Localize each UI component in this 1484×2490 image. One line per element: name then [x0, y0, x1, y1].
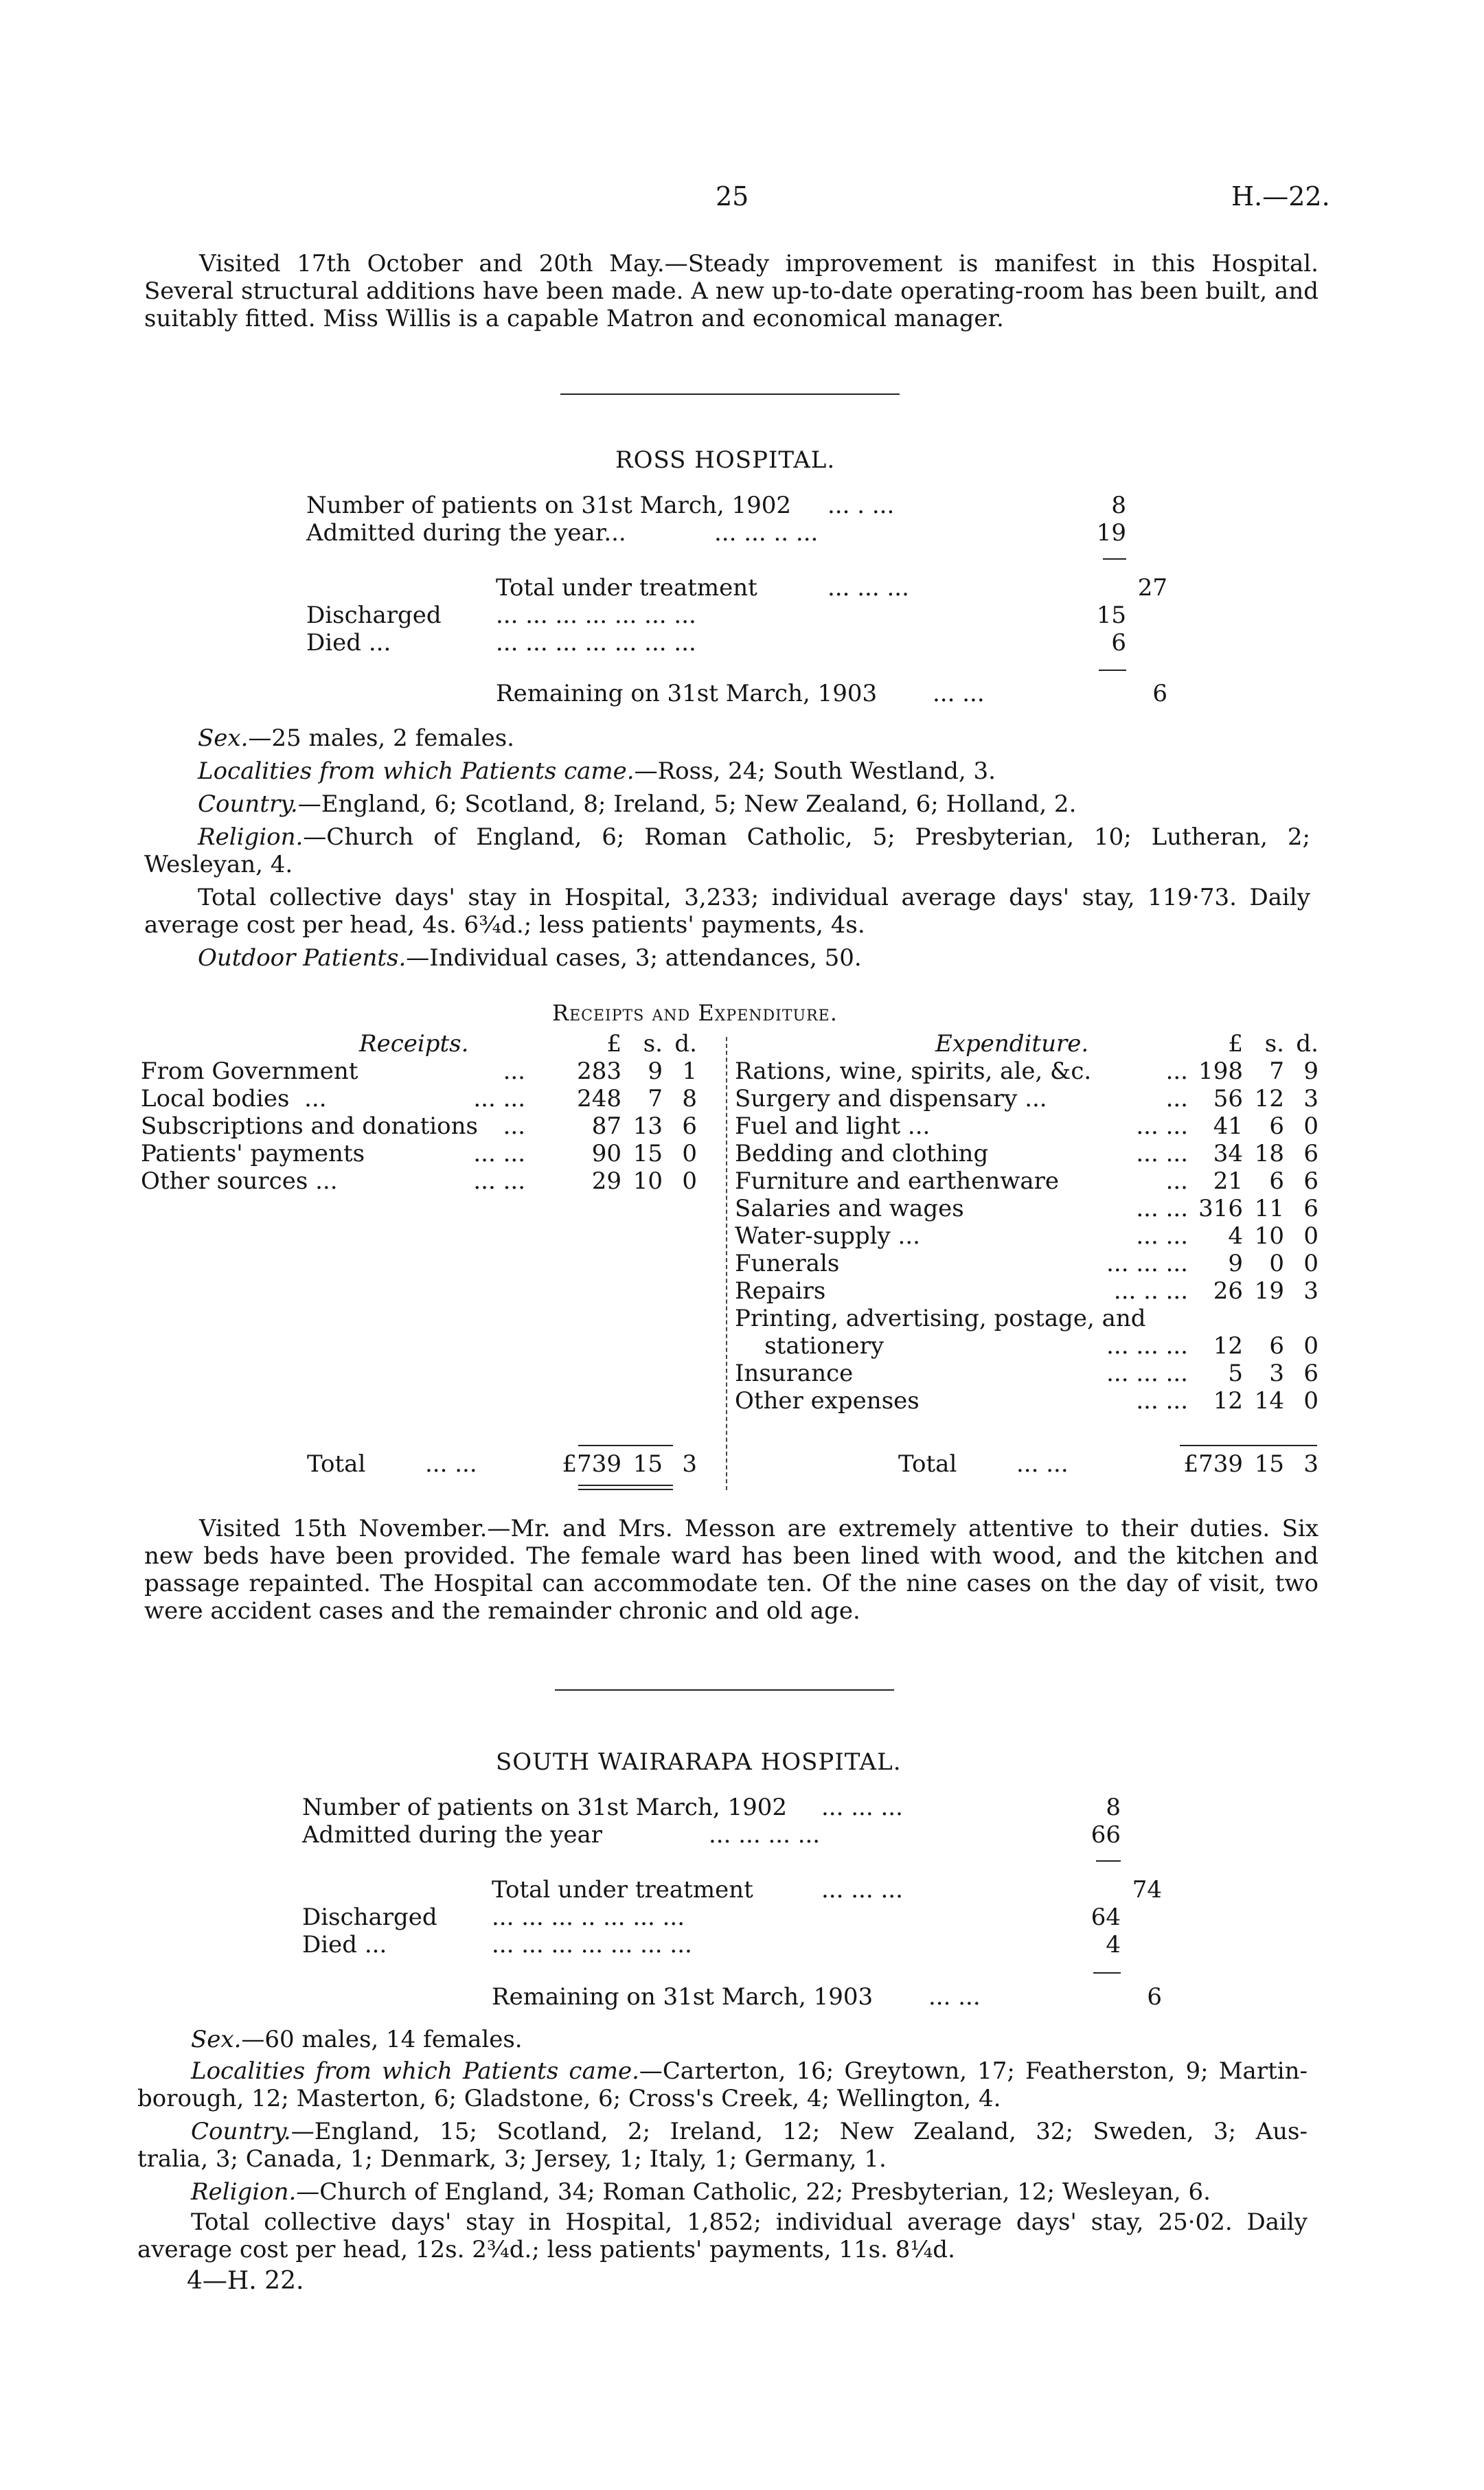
sw-total-value: 74: [1132, 1876, 1162, 1904]
expenditure-row: [735, 1058, 1339, 1085]
sw-admitted-label: Admitted during the year: [302, 1821, 603, 1849]
ross-religion-line: [198, 823, 1310, 851]
ross-died-value: 6: [1111, 629, 1126, 656]
receipts-item-pence: 0: [682, 1167, 697, 1195]
sw-admitted-leader: ... ... ... ...: [709, 1821, 821, 1849]
expenditure-item-shillings: 12: [1254, 1085, 1284, 1112]
receipts-row: [141, 1140, 724, 1167]
ross-died-leader: ... ... ... ... ... ... ...: [496, 629, 696, 656]
receipts-item-pounds: 29: [591, 1167, 621, 1195]
sw-total-leader: ... ... ...: [821, 1876, 903, 1904]
receipts-item-pounds: 248: [577, 1085, 621, 1112]
ross-remaining-leader: ... ...: [933, 680, 985, 707]
sw-discharged-value: 64: [1091, 1904, 1121, 1931]
expenditure-item-pounds: 12: [1213, 1332, 1243, 1360]
receipts-item-shillings: 9: [648, 1058, 663, 1085]
receipts-total-leader: ... ...: [425, 1450, 477, 1478]
receipts-item-pounds: 90: [591, 1140, 621, 1167]
receipts-total-row: [141, 1450, 724, 1478]
ross-stay-line2: average cost per head, 4s. 6¾d.; less patients' payments, 4s.: [144, 911, 865, 939]
expenditure-total-pounds: £739: [1183, 1450, 1243, 1478]
expenditure-item-label: Water-supply ...: [735, 1222, 920, 1250]
expenditure-row: [735, 1195, 1339, 1222]
expenditure-col-shillings: s.: [1264, 1030, 1284, 1058]
ross-sex-line: [198, 724, 514, 752]
expenditure-item-leader: ... .. ...: [1113, 1277, 1188, 1305]
receipts-item-label: Patients' payments: [141, 1140, 365, 1167]
ross-localities-label: Localities from which Patients came.: [198, 757, 635, 785]
receipts-header-row: [141, 1030, 724, 1058]
receipts-expenditure-title: Receipts and Expenditure.: [552, 1000, 838, 1026]
ross-subtotal-rule: [1103, 558, 1126, 560]
ross-patients-leader: ... . ...: [827, 492, 895, 519]
receipts-item-label: From Government: [141, 1058, 358, 1085]
table-divider: [726, 1037, 727, 1490]
sw-remaining-leader: ... ...: [928, 1983, 981, 2011]
expenditure-col-pounds: £: [1228, 1030, 1243, 1058]
ross-outdoor-label: Outdoor Patients.: [198, 944, 407, 972]
receipts-heading: Receipts.: [359, 1030, 469, 1058]
expenditure-item-label: Fuel and light ...: [735, 1112, 931, 1140]
expenditure-item-pounds: 9: [1228, 1250, 1243, 1277]
sw-died-leader: ... ... ... ... ... ... ...: [492, 1931, 692, 1958]
expenditure-item-shillings: 7: [1269, 1058, 1284, 1085]
expenditure-item-shillings: 0: [1269, 1250, 1284, 1277]
sw-sex-text: —60 males, 14 females.: [241, 2026, 523, 2053]
expenditure-total-pence: 3: [1303, 1450, 1319, 1478]
expenditure-item-pence: 0: [1303, 1250, 1319, 1277]
expenditure-item-pence: 6: [1303, 1167, 1319, 1195]
receipts-item-pence: 6: [682, 1112, 697, 1140]
expenditure-item-label: Other expenses: [735, 1387, 920, 1415]
ross-discharged-leader: ... ... ... ... ... ... ...: [496, 602, 696, 629]
expenditure-item-pence: 6: [1303, 1140, 1319, 1167]
expenditure-total-shillings: 15: [1254, 1450, 1284, 1478]
expenditure-item-leader: ...: [1165, 1085, 1188, 1112]
sw-died-label: Died ...: [302, 1931, 387, 1958]
receipts-item-leader: ...: [503, 1112, 525, 1140]
receipts-item-label: Local bodies ...: [141, 1085, 327, 1112]
receipts-item-label: Subscriptions and donations: [141, 1112, 478, 1140]
sw-localities-line2: borough, 12; Masterton, 6; Gladstone, 6; Cross's Creek, 4; Wellington, 4.: [137, 2085, 1001, 2112]
sw-remaining-value: 6: [1147, 1983, 1162, 2011]
expenditure-total-leader: ... ...: [1016, 1450, 1069, 1478]
receipts-table: [141, 1030, 724, 1195]
expenditure-row: [735, 1305, 1339, 1332]
expenditure-item-leader: ... ... ...: [1106, 1332, 1188, 1360]
receipts-total-label: Total: [307, 1450, 366, 1478]
sw-religion-label: Religion.: [191, 2178, 297, 2206]
expenditure-total-rule: [1180, 1445, 1317, 1446]
sw-localities-label: Localities from which Patients came.: [191, 2057, 639, 2085]
expenditure-row: [735, 1387, 1339, 1415]
receipts-item-label: Other sources ...: [141, 1167, 338, 1195]
receipts-row: [141, 1058, 724, 1085]
ross-religion-label: Religion.: [198, 823, 304, 851]
expenditure-item-label: Rations, wine, spirits, ale, &c.: [735, 1058, 1092, 1085]
receipts-row: [141, 1112, 724, 1140]
expenditure-item-pence: 0: [1303, 1222, 1319, 1250]
expenditure-item-pence: 3: [1303, 1085, 1319, 1112]
expenditure-item-pounds: 56: [1213, 1085, 1243, 1112]
expenditure-item-label: Funerals: [735, 1250, 840, 1277]
sw-country-text: —England, 15; Scotland, 2; Ireland, 12; New Zealand, 32; Sweden, 3; Aus-: [290, 2118, 1308, 2145]
sw-stay-line1: Total collective days' stay in Hospital, 1,852; individual average days' stay, 25·02. Daily: [191, 2208, 1308, 2236]
ross-remaining-label: Remaining on 31st March, 1903: [496, 680, 878, 707]
ross-outdoor-line: [198, 944, 862, 972]
expenditure-item-label: Salaries and wages: [735, 1195, 964, 1222]
ross-religion-text: —Church of England, 6; Roman Catholic, 5; Presbyterian, 10; Lutheran, 2;: [303, 823, 1310, 851]
expenditure-item-leader: ...: [1165, 1058, 1188, 1085]
expenditure-item-label: stationery: [735, 1332, 884, 1360]
expenditure-item-shillings: 6: [1269, 1167, 1284, 1195]
expenditure-row: [735, 1140, 1339, 1167]
receipts-rows: [141, 1058, 724, 1195]
expenditure-item-label: Repairs: [735, 1277, 826, 1305]
receipts-item-shillings: 7: [648, 1085, 663, 1112]
ross-died-label: Died ...: [306, 629, 391, 656]
ross-patients-label: Number of patients on 31st March, 1902: [306, 492, 791, 519]
expenditure-row: [735, 1332, 1339, 1360]
expenditure-item-pence: 3: [1303, 1277, 1319, 1305]
expenditure-row: [735, 1167, 1339, 1195]
expenditure-item-leader: ... ...: [1136, 1140, 1188, 1167]
ross-country-line: [198, 790, 1076, 818]
ross-admitted-label: Admitted during the year...: [306, 519, 626, 547]
ross-visit-paragraph: Visited 15th November.—Mr. and Mrs. Messon are extremely attentive to their duties. Six new beds have been provided. The female ward has been lined with wood, and the kitchen and passage repainted. The Hospital can accommodate ten. Of the nine cases on the day of visit, two were accident cases and the remainder chronic and old age.: [144, 1515, 1319, 1625]
expenditure-item-shillings: 11: [1254, 1195, 1284, 1222]
expenditure-row: [735, 1360, 1339, 1387]
receipts-item-leader: ... ...: [473, 1085, 525, 1112]
footer-signature: 4—H. 22.: [187, 2267, 304, 2295]
receipts-row: [141, 1085, 724, 1112]
expenditure-heading: Expenditure.: [935, 1030, 1089, 1058]
ross-remaining-value: 6: [1152, 680, 1167, 707]
expenditure-item-shillings: 6: [1269, 1332, 1284, 1360]
expenditure-item-leader: ... ... ...: [1106, 1360, 1188, 1387]
expenditure-total-label: Total: [898, 1450, 957, 1478]
expenditure-item-pence: 0: [1303, 1332, 1319, 1360]
receipts-item-leader: ...: [503, 1058, 525, 1085]
section-divider-2: [555, 1689, 894, 1691]
receipts-item-pence: 1: [682, 1058, 697, 1085]
expenditure-item-leader: ...: [1165, 1167, 1188, 1195]
sw-patients-leader: ... ... ...: [821, 1794, 903, 1821]
sw-patients-value: 8: [1106, 1794, 1121, 1821]
expenditure-item-pounds: 12: [1213, 1387, 1243, 1415]
expenditure-item-pounds: 198: [1198, 1058, 1243, 1085]
expenditure-item-pence: 0: [1303, 1112, 1319, 1140]
expenditure-item-pence: 0: [1303, 1387, 1319, 1415]
sw-localities-text: —Carterton, 16; Greytown, 17; Featherston, 9; Martin-: [639, 2057, 1308, 2085]
expenditure-item-shillings: 18: [1254, 1140, 1284, 1167]
sw-discharged-label: Discharged: [302, 1904, 437, 1931]
expenditure-item-pounds: 34: [1213, 1140, 1243, 1167]
expenditure-item-shillings: 3: [1269, 1360, 1284, 1387]
ross-sex-text: —25 males, 2 females.: [248, 724, 514, 752]
ross-admitted-leader: ... ... .. ...: [714, 519, 819, 547]
receipts-col-shillings: s.: [643, 1030, 663, 1058]
sw-religion-line: [191, 2178, 1211, 2206]
ross-total-value: 27: [1137, 574, 1167, 602]
expenditure-item-leader: ... ...: [1136, 1112, 1188, 1140]
sw-patients-label: Number of patients on 31st March, 1902: [302, 1794, 787, 1821]
receipts-total-rule: [578, 1445, 673, 1446]
ross-admitted-value: 19: [1096, 519, 1126, 547]
document-code: H.—22.: [1231, 181, 1330, 212]
ross-total-leader: ... ... ...: [827, 574, 909, 602]
expenditure-item-pounds: 5: [1228, 1360, 1243, 1387]
expenditure-item-label: Surgery and dispensary ...: [735, 1085, 1047, 1112]
ross-discharged-label: Discharged: [306, 602, 442, 629]
expenditure-item-pence: 9: [1303, 1058, 1319, 1085]
ross-localities-text: —Ross, 24; South Westland, 3.: [634, 757, 996, 785]
expenditure-header-row: [735, 1030, 1339, 1058]
sw-discharged-leader: ... ... ... .. ... ... ...: [492, 1904, 685, 1931]
sw-total-label: Total under treatment: [492, 1876, 753, 1904]
ross-religion-continued: Wesleyan, 4.: [144, 851, 293, 878]
sw-country-line2: tralia, 3; Canada, 1; Denmark, 3; Jersey, 1; Italy, 1; Germany, 1.: [137, 2145, 887, 2173]
ross-discharged-value: 15: [1096, 602, 1126, 629]
expenditure-row: [735, 1085, 1339, 1112]
ross-remaining-rule: [1099, 670, 1126, 671]
ross-outdoor-text: —Individual cases, 3; attendances, 50.: [406, 944, 862, 972]
intro-paragraph: Visited 17th October and 20th May.—Steady improvement is manifest in this Hospital. Several structural additions have been made. A new up-to-date operating-room has been built, and suitably fitted. Miss Willis is a capable Matron and economical manager.: [144, 250, 1319, 332]
expenditure-item-pounds: 21: [1213, 1167, 1243, 1195]
expenditure-item-label: Furniture and earthenware: [735, 1167, 1059, 1195]
expenditure-item-pounds: 316: [1198, 1195, 1243, 1222]
expenditure-item-shillings: 6: [1269, 1112, 1284, 1140]
sw-religion-text: —Church of England, 34; Roman Catholic, 22; Presbyterian, 12; Wesleyan, 6.: [296, 2178, 1211, 2206]
expenditure-item-shillings: 14: [1254, 1387, 1284, 1415]
receipts-item-pounds: 283: [577, 1058, 621, 1085]
expenditure-item-leader: ... ...: [1136, 1387, 1188, 1415]
expenditure-col-pence: d.: [1296, 1030, 1319, 1058]
expenditure-item-pounds: 41: [1213, 1112, 1243, 1140]
receipts-row: [141, 1167, 724, 1195]
ross-localities-line: [198, 757, 996, 785]
sw-country-label: Country.: [191, 2118, 291, 2145]
receipts-item-shillings: 13: [632, 1112, 663, 1140]
expenditure-row: [735, 1250, 1339, 1277]
expenditure-item-leader: ... ...: [1136, 1222, 1188, 1250]
sw-country-line1: [191, 2118, 1308, 2145]
sw-remaining-label: Remaining on 31st March, 1903: [492, 1983, 874, 2011]
expenditure-item-shillings: 19: [1254, 1277, 1284, 1305]
expenditure-total-row: [735, 1450, 1339, 1478]
receipts-col-pence: d.: [674, 1030, 697, 1058]
receipts-item-pounds: 87: [591, 1112, 621, 1140]
expenditure-item-pence: 6: [1303, 1360, 1319, 1387]
sw-stay-line2: average cost per head, 12s. 2¾d.; less patients' payments, 11s. 8¼d.: [137, 2236, 955, 2263]
section-divider: [560, 393, 900, 395]
expenditure-row: [735, 1222, 1339, 1250]
sw-sex-line: [191, 2026, 523, 2053]
expenditure-item-pounds: 4: [1228, 1222, 1243, 1250]
expenditure-rows: [735, 1058, 1339, 1415]
receipts-total-pounds: £739: [562, 1450, 621, 1478]
ross-patients-value: 8: [1111, 492, 1126, 519]
ross-country-text: —England, 6; Scotland, 8; Ireland, 5; New Zealand, 6; Holland, 2.: [297, 790, 1077, 818]
ross-stay-line1: Total collective days' stay in Hospital, 3,233; individual average days' stay, 119·73. Daily: [198, 884, 1310, 911]
ross-sex-label: Sex.: [198, 724, 249, 752]
receipts-total-pence: 3: [682, 1450, 697, 1478]
sw-admitted-value: 66: [1091, 1821, 1121, 1849]
expenditure-row: [735, 1277, 1339, 1305]
receipts-item-leader: ... ...: [473, 1140, 525, 1167]
page-number: 25: [716, 181, 749, 212]
receipts-double-rule: [578, 1485, 673, 1490]
sw-sex-label: Sex.: [191, 2026, 242, 2053]
expenditure-item-shillings: 10: [1254, 1222, 1284, 1250]
ross-hospital-title: ROSS HOSPITAL.: [615, 446, 836, 474]
receipts-item-shillings: 10: [632, 1167, 663, 1195]
receipts-item-leader: ... ...: [473, 1167, 525, 1195]
expenditure-item-label: Printing, advertising, postage, and: [735, 1305, 1146, 1332]
ross-total-label: Total under treatment: [496, 574, 757, 602]
receipts-item-pence: 8: [682, 1085, 697, 1112]
receipts-col-pounds: £: [606, 1030, 621, 1058]
expenditure-item-label: Insurance: [735, 1360, 854, 1387]
sw-localities-line1: [191, 2057, 1308, 2085]
expenditure-table: [735, 1030, 1339, 1415]
sw-died-value: 4: [1106, 1931, 1121, 1958]
receipts-total-shillings: 15: [632, 1450, 663, 1478]
expenditure-item-leader: ... ... ...: [1106, 1250, 1188, 1277]
sw-subtotal-rule: [1096, 1860, 1121, 1862]
sw-remaining-rule: [1093, 1972, 1121, 1974]
ross-country-label: Country.: [198, 790, 298, 818]
expenditure-item-pence: 6: [1303, 1195, 1319, 1222]
receipts-item-shillings: 15: [632, 1140, 663, 1167]
expenditure-row: [735, 1112, 1339, 1140]
expenditure-item-leader: ... ...: [1136, 1195, 1188, 1222]
expenditure-item-pounds: 26: [1213, 1277, 1243, 1305]
expenditure-item-label: Bedding and clothing: [735, 1140, 989, 1167]
receipts-item-pence: 0: [682, 1140, 697, 1167]
south-wairarapa-title: SOUTH WAIRARAPA HOSPITAL.: [496, 1748, 902, 1776]
